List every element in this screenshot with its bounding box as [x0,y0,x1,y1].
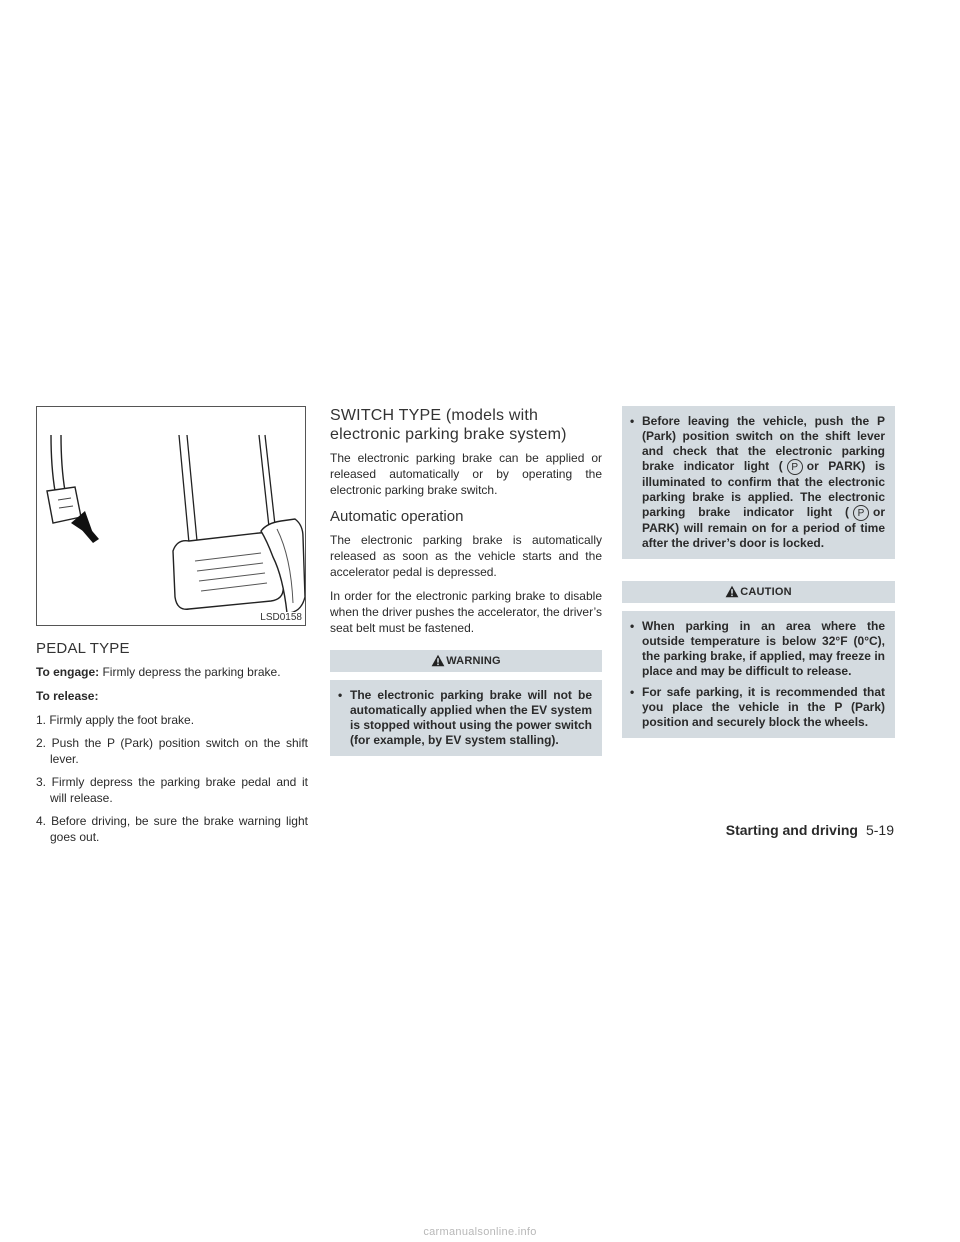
engage-label: To engage: [36,665,100,679]
box-text-a: Before leaving the vehicle, push the P (Park) position switch on the shift lever and check that the electronic parking brake indicator light ( [642,414,885,474]
pedal-illustration [36,406,306,626]
column-middle [330,406,602,756]
box-text-c: or PARK) will remain on for a period of time after the driver’s door is locked. [642,505,885,550]
warning-title: WARNING [446,655,501,667]
engage-text: Firmly depress the parking brake. [99,665,281,679]
caution-title: CAUTION [740,586,792,598]
pedal-drawing [37,407,306,626]
warning-header [330,650,602,672]
release-steps [36,712,308,845]
caution-body [622,611,895,738]
column-right [622,406,895,738]
box-text-b: or PARK) is illuminated to confirm that the electronic parking brake is applied. The electronic parking brake indicator light ( [642,459,885,520]
warning-item-text: The electronic parking brake will not be automatically applied when the EV system is stopped without using the power switch (for example, by EV system stalling). [350,688,593,747]
bullet: • [630,685,635,699]
automatic-operation-heading: Automatic operation [330,508,464,525]
release-step: 2. Push the P (Park) position switch on the shift lever. [36,736,308,766]
engage-paragraph [36,664,308,680]
page-number: 5-19 [865,822,894,838]
release-step: 3. Firmly depress the parking brake pedal and it will release. [36,775,308,805]
footer-section-title: Starting and driving [725,822,858,838]
warning-body [330,680,602,756]
switch-type-heading [330,406,602,444]
pedal-type-heading: PEDAL TYPE [36,640,130,657]
caution-item-text: When parking in an area where the outside temperature is below 32°F (0°C), the parking brake, if applied, may freeze in place and may be difficult to release. [642,619,885,678]
caution-triangle-icon [725,585,739,598]
release-step: 4. Before driving, be sure the brake warning light goes out. [36,814,308,844]
page-footer [726,822,894,838]
caution-item [628,619,885,679]
warning-item [628,414,885,551]
bullet: • [630,414,635,428]
caution-header [622,581,895,603]
warning-triangle-icon [431,654,445,667]
caution-item [628,685,885,730]
switch-heading-line2: electronic parking brake system) [330,426,567,443]
switch-heading-line1: SWITCH TYPE (models with [330,407,539,424]
auto-paragraph-1: The electronic parking brake is automatically released as soon as the vehicle starts and the accelerator pedal is depressed. [330,533,602,579]
warning-continued-body [622,406,895,559]
release-step: 1. Firmly apply the foot brake. [36,713,195,727]
column-left [36,406,308,852]
bullet: • [630,619,635,633]
warning-item [336,688,592,748]
figure-code: LSD0158 [260,612,302,623]
bullet: • [338,688,343,702]
parking-indicator-icon: P [853,505,869,521]
release-label: To release: [36,689,99,703]
auto-paragraph-2: In order for the electronic parking brake to disable when the driver pushes the accelerator, the driver’s seat belt must be fastened. [330,589,602,635]
caution-item-text: For safe parking, it is recommended that you place the vehicle in the P (Park) position and securely block the wheels. [642,685,885,729]
watermark: carmanualsonline.info [423,1226,537,1238]
parking-indicator-icon: P [787,459,803,475]
switch-intro: The electronic parking brake can be applied or released automatically or by operating the electronic parking brake switch. [330,451,602,497]
